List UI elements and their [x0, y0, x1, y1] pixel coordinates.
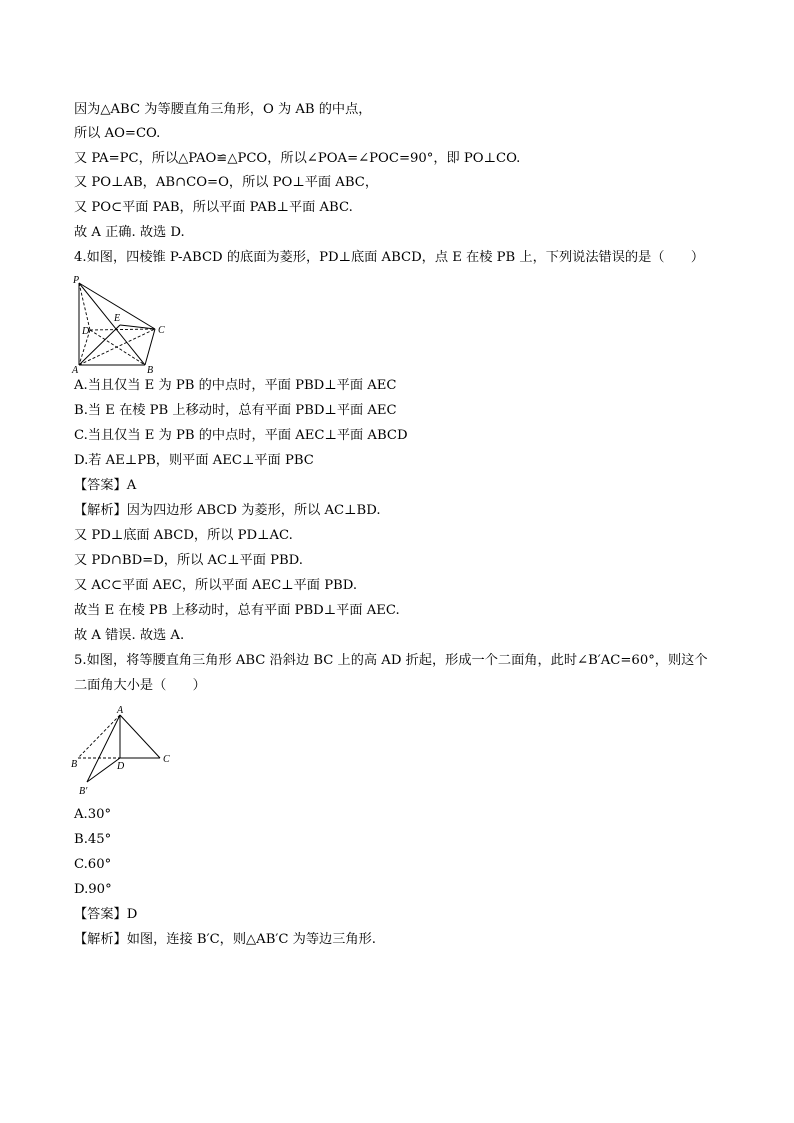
label-B-prime: B′ [79, 786, 88, 797]
analysis-4-line-1: 【解析】因为四边形 ABCD 为菱形，所以 AC⊥BD. [74, 503, 381, 518]
text-line-3: 又 PA=PC，所以△PAO≌△PCO，所以∠POA=∠POC=90°，即 PO⊥CO. [74, 151, 521, 166]
edge-B2D [87, 758, 120, 782]
edge-DB [90, 330, 145, 365]
figure-folded-triangle [70, 703, 180, 799]
question-4-stem: 4.如图，四棱锥 P-ABCD 的底面为菱形，PD⊥底面 ABCD，点 E 在棱 PB 上，下列说法错误的是（ ） [74, 250, 705, 265]
text-line-2: 所以 AO=CO. [74, 126, 161, 141]
text-line-4: 又 PO⊥AB，AB∩CO=O，所以 PO⊥平面 ABC， [74, 175, 379, 190]
answer-5: 【答案】D [74, 907, 138, 922]
question-5-stem-line-1: 5.如图，将等腰直角三角形 ABC 沿斜边 BC 上的高 AD 折起，形成一个二面角，此时∠B′AC=60°，则这个 [74, 653, 708, 668]
answer-4: 【答案】A [74, 478, 137, 493]
option-5B: B.45° [74, 832, 112, 847]
analysis-5-line-1: 【解析】如图，连接 B′C，则△AB′C 为等边三角形. [74, 932, 376, 947]
text-line-5: 又 PO⊂平面 PAB，所以平面 PAB⊥平面 ABC. [74, 200, 353, 215]
label-D: D [117, 761, 125, 772]
label-A: A [72, 365, 79, 375]
label-P: P [73, 275, 80, 286]
edge-AC [120, 715, 160, 758]
label-C: C [163, 754, 170, 765]
label-B: B [71, 759, 78, 770]
option-4C: C.当且仅当 E 为 PB 的中点时，平面 AEC⊥平面 ABCD [74, 428, 408, 443]
text-line-6: 故 A 正确. 故选 D. [74, 225, 185, 240]
analysis-4-line-4: 又 AC⊂平面 AEC，所以平面 AEC⊥平面 PBD. [74, 578, 358, 593]
option-5D: D.90° [74, 882, 112, 897]
option-5A: A.30° [74, 807, 112, 822]
edge-AB2 [87, 715, 120, 782]
label-E: E [114, 313, 121, 324]
text-line-1: 因为△ABC 为等腰直角三角形，O 为 AB 的中点， [74, 102, 372, 117]
option-5C: C.60° [74, 857, 112, 872]
option-4B: B.当 E 在棱 PB 上移动时，总有平面 PBD⊥平面 AEC [74, 403, 397, 418]
label-A: A [117, 705, 124, 716]
analysis-4-line-2: 又 PD⊥底面 ABCD，所以 PD⊥AC. [74, 528, 293, 543]
label-C: C [158, 325, 165, 336]
option-4A: A.当且仅当 E 为 PB 的中点时，平面 PBD⊥平面 AEC [74, 378, 397, 393]
edge-AB [78, 715, 120, 758]
analysis-4-line-6: 故 A 错误. 故选 A. [74, 628, 185, 643]
label-D: D [82, 326, 90, 337]
analysis-4-line-5: 故当 E 在棱 PB 上移动时，总有平面 PBD⊥平面 AEC. [74, 603, 400, 618]
edge-BC [145, 329, 155, 365]
analysis-4-line-3: 又 PD∩BD=D，所以 AC⊥平面 PBD. [74, 553, 303, 568]
figure-pyramid [70, 273, 170, 375]
label-B: B [147, 365, 154, 375]
edge-AC [79, 329, 155, 365]
option-4D: D.若 AE⊥PB，则平面 AEC⊥平面 PBC [74, 453, 314, 468]
pyramid-diagram [70, 273, 170, 375]
edge-DC [90, 329, 155, 330]
question-5-stem-line-2: 二面角大小是（ ） [74, 678, 206, 693]
folded-triangle-diagram [70, 703, 180, 799]
